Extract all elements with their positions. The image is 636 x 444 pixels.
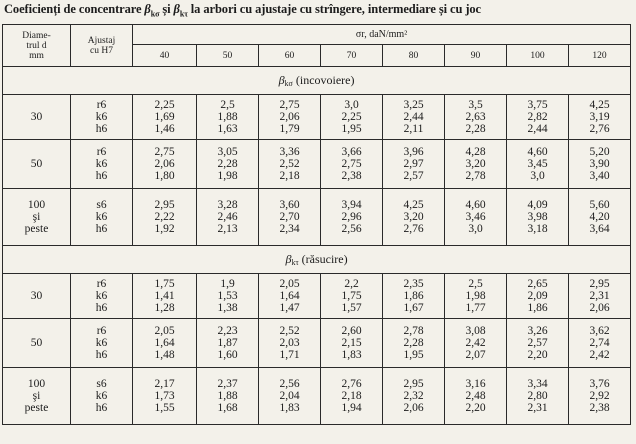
header-col-120: 120	[569, 45, 631, 67]
table-row	[3, 95, 631, 140]
value-cell	[197, 319, 259, 368]
coefficient-value: 3,19	[589, 111, 610, 123]
coefficient-value: 3,36	[279, 146, 300, 158]
coefficient-value: 1,57	[341, 302, 362, 314]
value-cell	[507, 368, 569, 425]
diameter-line: şi	[32, 211, 41, 223]
value-cell	[445, 189, 507, 246]
coefficient-value: 2,28	[403, 337, 424, 349]
value-cell	[321, 368, 383, 425]
coefficient-value: 2,78	[465, 170, 486, 182]
value-cell	[507, 189, 569, 246]
coefficient-value: 2,56	[279, 378, 300, 390]
fit-value: k6	[95, 337, 108, 349]
coefficient-value: 3,62	[589, 325, 610, 337]
coefficient-value: 1,41	[154, 290, 175, 302]
fit-value: s6	[96, 378, 107, 390]
value-cell	[133, 140, 197, 189]
coefficient-value: 1,71	[279, 349, 300, 361]
coefficient-value: 1,80	[154, 170, 175, 182]
header-diameter-line: trul d	[26, 40, 47, 51]
value-cell	[133, 274, 197, 319]
coefficient-value: 2,22	[154, 211, 175, 223]
value-cell	[445, 95, 507, 140]
coefficient-value: 1,86	[403, 290, 424, 302]
fit-value: k6	[95, 158, 108, 170]
coefficient-value: 2,75	[341, 158, 362, 170]
coefficient-value: 3,64	[589, 223, 610, 235]
coefficient-value: 4,25	[589, 99, 610, 111]
coefficient-value: 2,13	[217, 223, 238, 235]
value-cell	[259, 274, 321, 319]
coefficient-value: 2,56	[341, 223, 362, 235]
table-row	[3, 189, 631, 246]
value-cell	[507, 95, 569, 140]
coefficient-value: 2,70	[279, 211, 300, 223]
value-cell	[383, 274, 445, 319]
value-cell	[569, 189, 631, 246]
coefficient-value: 2,44	[527, 123, 548, 135]
fit-value: k6	[95, 111, 108, 123]
coefficient-value: 3,45	[527, 158, 548, 170]
value-cell	[259, 140, 321, 189]
coefficient-value: 2,63	[465, 111, 486, 123]
coefficient-value: 3,0	[468, 223, 483, 235]
header-diameter-line: mm	[29, 50, 44, 61]
header-fit	[71, 25, 133, 67]
coefficient-value: 3,28	[217, 199, 238, 211]
coefficient-value: 2,28	[465, 123, 486, 135]
coefficient-value: 2,57	[403, 170, 424, 182]
header-col-40: 40	[133, 45, 197, 67]
coefficient-value: 1,38	[217, 302, 238, 314]
coefficient-value: 3,20	[465, 158, 486, 170]
fit-cell	[71, 319, 133, 368]
coefficient-value: 2,06	[589, 302, 610, 314]
title-beta-symbol-2: β	[173, 2, 180, 16]
fit-value: r6	[96, 146, 107, 158]
section-label: (incovoiere)	[292, 73, 355, 87]
coefficient-value: 2,09	[527, 290, 548, 302]
fit-cell	[71, 368, 133, 425]
concentration-table	[2, 24, 631, 425]
coefficient-value: 2,96	[341, 211, 362, 223]
coefficient-value: 3,76	[589, 378, 610, 390]
coefficient-value: 2,06	[279, 111, 300, 123]
coefficient-value: 2,05	[154, 325, 175, 337]
header-col-50: 50	[197, 45, 259, 67]
header-col-100: 100	[507, 45, 569, 67]
coefficient-value: 3,08	[465, 325, 486, 337]
header-col-80: 80	[383, 45, 445, 67]
diameter-cell	[3, 319, 71, 368]
value-cell	[445, 368, 507, 425]
header-diameter	[3, 25, 71, 67]
fit-value: r6	[96, 99, 107, 111]
coefficient-value: 3,98	[527, 211, 548, 223]
coefficient-value: 3,60	[279, 199, 300, 211]
fit-value: k6	[95, 211, 108, 223]
value-cell	[445, 140, 507, 189]
fit-value: k6	[95, 290, 108, 302]
diameter-line: 50	[30, 337, 43, 349]
fit-value: r6	[96, 278, 107, 290]
value-cell	[197, 274, 259, 319]
coefficient-value: 1,28	[154, 302, 175, 314]
value-cell	[507, 140, 569, 189]
value-cell	[383, 368, 445, 425]
coefficient-value: 1,87	[217, 337, 238, 349]
coefficient-value: 1,95	[403, 349, 424, 361]
diameter-line: 100	[27, 378, 46, 390]
coefficient-value: 4,28	[465, 146, 486, 158]
fit-value: k6	[95, 390, 108, 402]
coefficient-value: 2,28	[217, 158, 238, 170]
diameter-line: şi	[32, 390, 41, 402]
coefficient-value: 2,05	[279, 278, 300, 290]
coefficient-value: 2,34	[279, 223, 300, 235]
fit-cell	[71, 95, 133, 140]
coefficient-value: 1,98	[465, 290, 486, 302]
coefficient-value: 5,20	[589, 146, 610, 158]
coefficient-value: 3,0	[344, 99, 359, 111]
value-cell	[259, 95, 321, 140]
value-cell	[507, 274, 569, 319]
coefficient-value: 2,31	[527, 402, 548, 414]
coefficient-value: 3,05	[217, 146, 238, 158]
table-title	[4, 2, 634, 19]
value-cell	[197, 189, 259, 246]
coefficient-value: 2,42	[589, 349, 610, 361]
value-cell	[321, 95, 383, 140]
fit-value: h6	[95, 123, 108, 135]
value-cell	[569, 274, 631, 319]
value-cell	[133, 95, 197, 140]
header-fit-line: Ajustaj	[87, 35, 116, 46]
coefficient-value: 2,74	[589, 337, 610, 349]
coefficient-value: 1,75	[154, 278, 175, 290]
coefficient-value: 1,9	[220, 278, 235, 290]
coefficient-value: 1,63	[217, 123, 238, 135]
coefficient-value: 1,69	[154, 111, 175, 123]
coefficient-value: 3,20	[403, 211, 424, 223]
coefficient-value: 2,20	[527, 349, 548, 361]
value-cell	[569, 319, 631, 368]
coefficient-value: 2,97	[403, 158, 424, 170]
diameter-line: 30	[30, 111, 43, 123]
coefficient-value: 1,79	[279, 123, 300, 135]
coefficient-value: 1,47	[279, 302, 300, 314]
fit-value: h6	[95, 402, 108, 414]
coefficient-value: 2,95	[589, 278, 610, 290]
coefficient-value: 2,07	[465, 349, 486, 361]
coefficient-value: 1,64	[279, 290, 300, 302]
coefficient-value: 2,52	[279, 158, 300, 170]
title-sub-tau: kτ	[179, 9, 188, 19]
coefficient-value: 3,0	[530, 170, 545, 182]
table-row	[3, 140, 631, 189]
coefficient-value: 3,96	[403, 146, 424, 158]
fit-cell	[71, 140, 133, 189]
section-row	[3, 246, 631, 274]
coefficient-value: 1,86	[527, 302, 548, 314]
coefficient-value: 1,75	[341, 290, 362, 302]
coefficient-value: 1,88	[217, 111, 238, 123]
coefficient-value: 2,82	[527, 111, 548, 123]
coefficient-value: 4,60	[465, 199, 486, 211]
diameter-line: peste	[24, 223, 49, 235]
coefficient-value: 2,35	[403, 278, 424, 290]
fit-value: h6	[95, 349, 108, 361]
coefficient-value: 3,16	[465, 378, 486, 390]
coefficient-value: 3,34	[527, 378, 548, 390]
coefficient-value: 2,5	[468, 278, 483, 290]
coefficient-value: 3,18	[527, 223, 548, 235]
diameter-cell	[3, 189, 71, 246]
value-cell	[383, 95, 445, 140]
table-row	[3, 319, 631, 368]
coefficient-value: 2,48	[465, 390, 486, 402]
table-body	[3, 67, 631, 425]
value-cell	[321, 319, 383, 368]
value-cell	[569, 140, 631, 189]
coefficient-value: 3,75	[527, 99, 548, 111]
header-col-70: 70	[321, 45, 383, 67]
coefficient-value: 2,44	[403, 111, 424, 123]
title-prefix: Coeficienți de concentrare	[4, 2, 145, 16]
coefficient-value: 3,25	[403, 99, 424, 111]
table-header	[3, 25, 631, 67]
coefficient-value: 1,83	[341, 349, 362, 361]
coefficient-value: 2,65	[527, 278, 548, 290]
coefficient-value: 1,94	[341, 402, 362, 414]
coefficient-value: 2,17	[154, 378, 175, 390]
coefficient-value: 1,68	[217, 402, 238, 414]
coefficient-value: 4,25	[403, 199, 424, 211]
title-and: și	[159, 2, 174, 16]
value-cell	[321, 140, 383, 189]
coefficient-value: 1,67	[403, 302, 424, 314]
coefficient-value: 3,90	[589, 158, 610, 170]
diameter-cell	[3, 140, 71, 189]
value-cell	[133, 189, 197, 246]
coefficient-value: 1,53	[217, 290, 238, 302]
coefficient-value: 1,83	[279, 402, 300, 414]
value-cell	[569, 368, 631, 425]
coefficient-value: 2,80	[527, 390, 548, 402]
coefficient-value: 3,26	[527, 325, 548, 337]
coefficient-value: 2,78	[403, 325, 424, 337]
coefficient-value: 1,92	[154, 223, 175, 235]
title-sub-sigma: kσ	[150, 9, 160, 19]
value-cell	[507, 319, 569, 368]
fit-value: h6	[95, 302, 108, 314]
diameter-cell	[3, 274, 71, 319]
value-cell	[445, 319, 507, 368]
header-col-90: 90	[445, 45, 507, 67]
coefficient-value: 1,77	[465, 302, 486, 314]
section-heading	[3, 67, 631, 95]
coefficient-value: 2,23	[217, 325, 238, 337]
fit-value: h6	[95, 223, 108, 235]
coefficient-value: 2,75	[154, 146, 175, 158]
coefficient-value: 3,94	[341, 199, 362, 211]
value-cell	[383, 189, 445, 246]
coefficient-value: 2,57	[527, 337, 548, 349]
value-cell	[259, 368, 321, 425]
diameter-cell	[3, 95, 71, 140]
coefficient-value: 2,37	[217, 378, 238, 390]
fit-value: r6	[96, 325, 107, 337]
section-beta: β	[285, 252, 292, 266]
coefficient-value: 2,75	[279, 99, 300, 111]
coefficient-value: 2,03	[279, 337, 300, 349]
diameter-line: peste	[24, 402, 49, 414]
coefficient-value: 1,95	[341, 123, 362, 135]
value-cell	[259, 319, 321, 368]
coefficient-value: 2,32	[403, 390, 424, 402]
fit-value: s6	[96, 199, 107, 211]
coefficient-value: 1,46	[154, 123, 175, 135]
coefficient-value: 2,52	[279, 325, 300, 337]
value-cell	[259, 189, 321, 246]
coefficient-value: 2,38	[341, 170, 362, 182]
value-cell	[569, 95, 631, 140]
section-label: (răsucire)	[298, 252, 348, 266]
section-sub: kσ	[284, 79, 293, 88]
coefficient-value: 4,60	[527, 146, 548, 158]
value-cell	[133, 319, 197, 368]
coefficient-value: 3,66	[341, 146, 362, 158]
coefficient-value: 2,92	[589, 390, 610, 402]
coefficient-value: 2,5	[220, 99, 235, 111]
value-cell	[321, 274, 383, 319]
table-row	[3, 368, 631, 425]
coefficient-value: 2,76	[589, 123, 610, 135]
value-cell	[197, 95, 259, 140]
header-fit-line: cu H7	[90, 45, 113, 56]
coefficient-value: 2,20	[465, 402, 486, 414]
fit-cell	[71, 189, 133, 246]
coefficient-value: 2,06	[154, 158, 175, 170]
coefficient-value: 2,31	[589, 290, 610, 302]
coefficient-value: 3,40	[589, 170, 610, 182]
coefficient-value: 2,04	[279, 390, 300, 402]
value-cell	[321, 189, 383, 246]
coefficient-value: 3,5	[468, 99, 483, 111]
coefficient-value: 2,2	[344, 278, 359, 290]
coefficient-value: 4,20	[589, 211, 610, 223]
coefficient-value: 2,25	[341, 111, 362, 123]
value-cell	[383, 319, 445, 368]
coefficient-value: 2,76	[341, 378, 362, 390]
value-cell	[445, 274, 507, 319]
section-sub: kτ	[291, 258, 299, 267]
coefficient-value: 2,95	[154, 199, 175, 211]
coefficient-value: 1,73	[154, 390, 175, 402]
coefficient-value: 2,18	[341, 390, 362, 402]
value-cell	[383, 140, 445, 189]
diameter-line: 100	[27, 199, 46, 211]
section-heading	[3, 246, 631, 274]
coefficient-value: 2,46	[217, 211, 238, 223]
coefficient-value: 2,76	[403, 223, 424, 235]
header-col-60: 60	[259, 45, 321, 67]
diameter-cell	[3, 368, 71, 425]
diameter-line: 50	[30, 158, 43, 170]
coefficient-value: 2,11	[403, 123, 424, 135]
coefficient-value: 2,42	[465, 337, 486, 349]
coefficient-value: 2,25	[154, 99, 175, 111]
header-diameter-line: Diame-	[22, 30, 51, 41]
table-row	[3, 274, 631, 319]
value-cell	[197, 140, 259, 189]
diameter-line: 30	[30, 290, 43, 302]
section-row	[3, 67, 631, 95]
coefficient-value: 1,98	[217, 170, 238, 182]
coefficient-value: 3,46	[465, 211, 486, 223]
coefficient-value: 2,95	[403, 378, 424, 390]
coefficient-value: 2,06	[403, 402, 424, 414]
coefficient-value: 1,88	[217, 390, 238, 402]
section-beta: β	[278, 73, 285, 87]
coefficient-value: 1,55	[154, 402, 175, 414]
coefficient-value: 1,64	[154, 337, 175, 349]
coefficient-value: 2,18	[279, 170, 300, 182]
coefficient-value: 1,60	[217, 349, 238, 361]
coefficient-value: 4,09	[527, 199, 548, 211]
coefficient-value: 2,15	[341, 337, 362, 349]
title-suffix: la arbori cu ajustaje cu strîngere, intermediare și cu joc	[187, 2, 482, 16]
coefficient-value: 2,60	[341, 325, 362, 337]
value-cell	[133, 368, 197, 425]
fit-cell	[71, 274, 133, 319]
coefficient-value: 1,48	[154, 349, 175, 361]
title-beta-symbol: β	[144, 2, 151, 16]
fit-value: h6	[95, 170, 108, 182]
header-stress: σr, daN/mm²	[133, 25, 631, 45]
value-cell	[197, 368, 259, 425]
coefficient-value: 2,38	[589, 402, 610, 414]
coefficient-value: 5,60	[589, 199, 610, 211]
